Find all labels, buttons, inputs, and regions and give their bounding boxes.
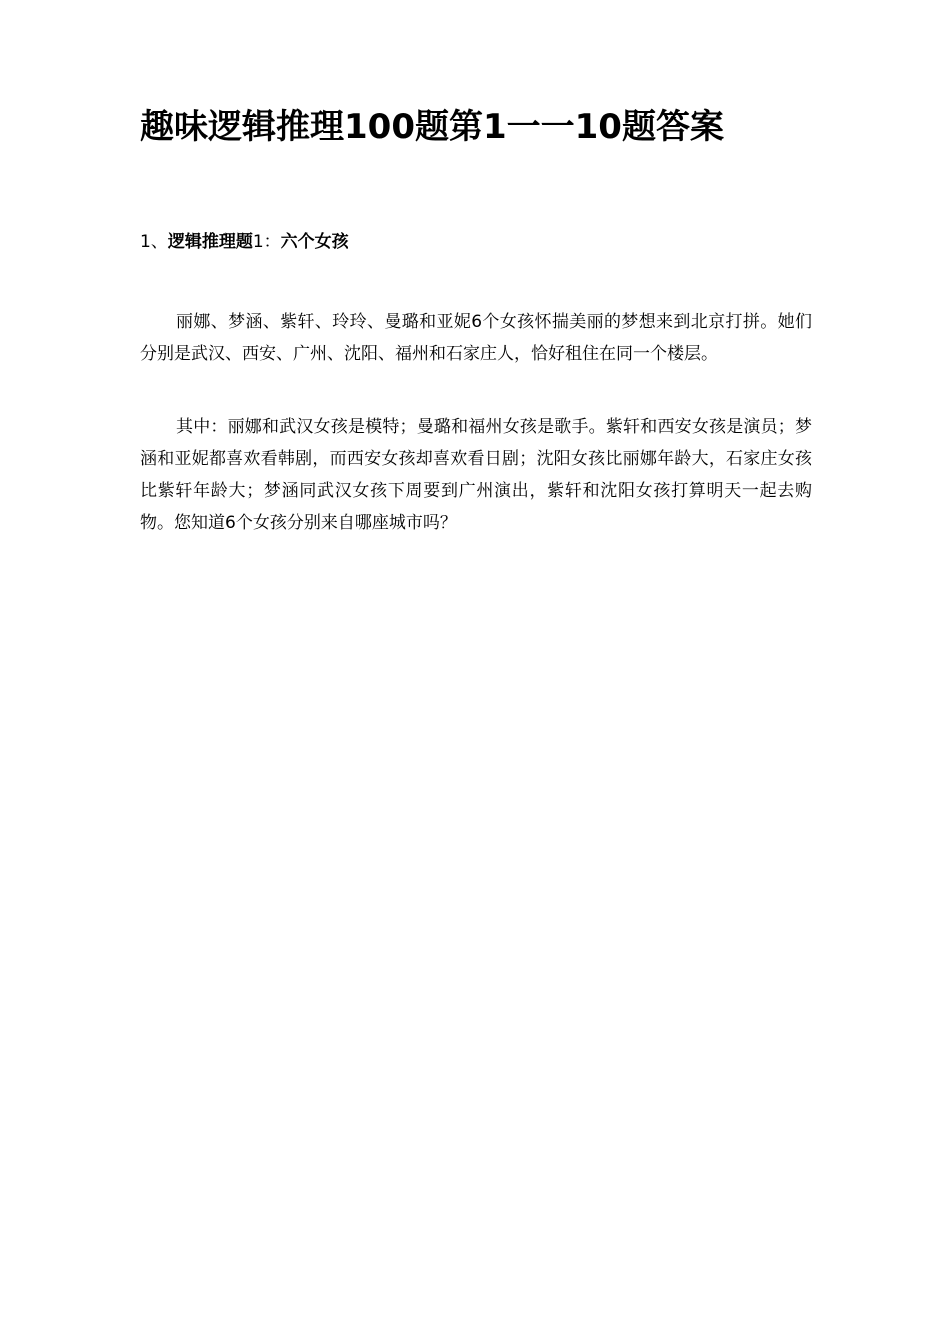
- section-number: 1、: [140, 232, 168, 252]
- section-heading-number: 1：: [252, 232, 281, 252]
- document-title: 趣味逻辑推理100题第1一一10题答案: [140, 107, 724, 147]
- section-heading-topic: 六个女孩: [280, 232, 349, 252]
- paragraph-intro: 丽娜、梦涵、紫轩、玲玲、曼璐和亚妮6个女孩怀揣美丽的梦想来到北京打拼。她们分别是武汉、西安、广州、沈阳、福州和石家庄人，恰好租住在同一个楼层。: [140, 312, 812, 364]
- paragraph-clues: 其中：丽娜和武汉女孩是模特；曼璐和福州女孩是歌手。紫轩和西安女孩是演员；梦涵和亚妮都喜欢看韩剧，而西安女孩却喜欢看日剧；沈阳女孩比丽娜年龄大，石家庄女孩比紫轩年龄大；梦涵同武汉女孩下周要到广州演出，紫轩和沈阳女孩打算明天一起去购物。您知道6个女孩分别来自哪座城市吗？: [140, 417, 812, 533]
- section-heading-label: 逻辑推理题: [167, 232, 253, 252]
- section-heading: [140, 230, 349, 254]
